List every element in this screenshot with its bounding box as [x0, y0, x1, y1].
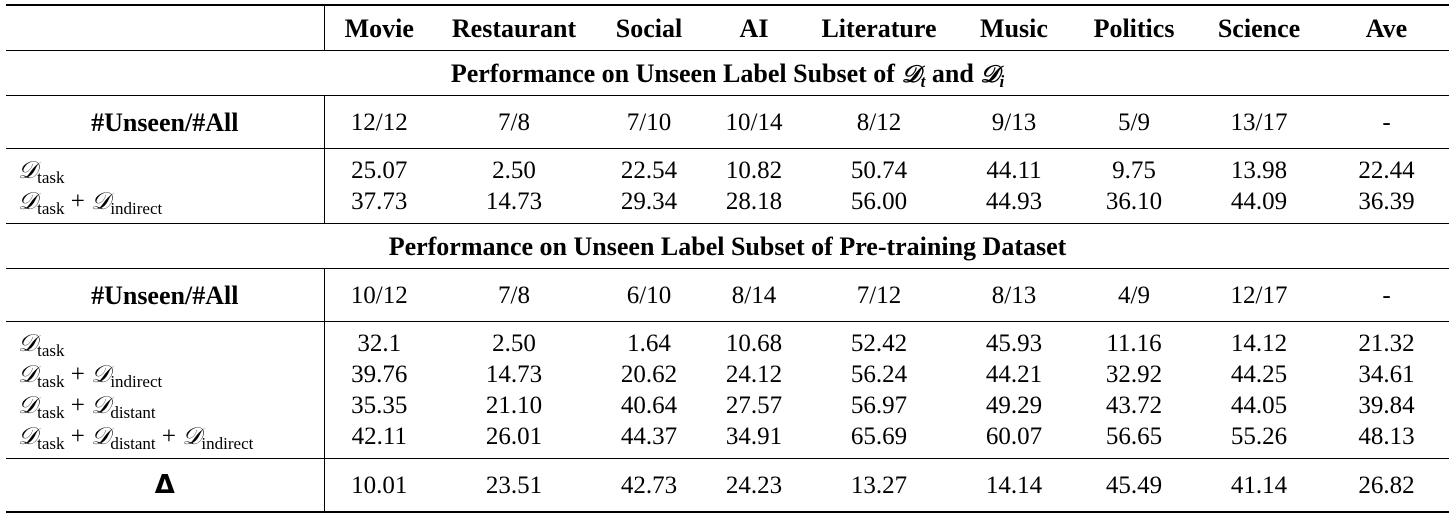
unseen-value: 12/12 [324, 96, 434, 149]
data-cell: 21.10 [485, 392, 543, 419]
data-cell: 56.24 [850, 361, 908, 388]
data-cell: 28.18 [725, 188, 783, 215]
data-cell: 44.25 [1230, 361, 1288, 388]
unseen-row [6, 96, 1449, 149]
unseen-value: 4/9 [1074, 269, 1194, 322]
data-cell: 50.74 [804, 149, 954, 187]
unseen-value: 5/9 [1074, 96, 1194, 149]
data-cell: 27.57 [725, 392, 783, 419]
title-dataset-symbol: 𝒟 [980, 58, 1000, 88]
dataset-symbol: 𝒟 [18, 329, 38, 357]
plus-sign: + [64, 392, 92, 419]
dataset-subscript: task [37, 372, 65, 391]
plus-sign: + [155, 423, 183, 450]
dataset-subscript: task [37, 341, 65, 360]
data-cell: 36.39 [1358, 188, 1415, 215]
data-cell: 43.72 [1105, 392, 1163, 419]
data-cell: 25.07 [324, 149, 434, 187]
row-label [6, 421, 324, 459]
dataset-subscript: task [37, 199, 65, 218]
unseen-row [6, 269, 1449, 322]
data-cell: 9.75 [1074, 149, 1194, 187]
unseen-label: #Unseen/#All [6, 269, 324, 322]
dataset-subscript: task [37, 434, 65, 453]
data-cell: 44.37 [620, 423, 678, 450]
data-cell: 2.50 [434, 149, 594, 187]
data-cell: 22.44 [1324, 149, 1449, 187]
column-header-row [6, 5, 1449, 51]
data-cell: 26.01 [485, 423, 543, 450]
delta-value: 24.23 [704, 459, 804, 513]
title-dataset-symbol: 𝒟 [901, 58, 921, 88]
column-header: Social [594, 5, 704, 51]
data-cell: 39.76 [351, 361, 408, 388]
plus-sign: + [64, 361, 92, 388]
row-label [6, 390, 324, 421]
data-cell: 44.93 [985, 188, 1043, 215]
data-cell: 42.11 [351, 423, 407, 450]
title-text: Performance on Unseen Label Subset of [450, 58, 902, 88]
delta-value: 13.27 [804, 459, 954, 513]
unseen-value: - [1324, 269, 1449, 322]
section-title-row [6, 224, 1449, 269]
data-cell: 2.50 [434, 322, 594, 360]
data-cell: 60.07 [985, 423, 1043, 450]
data-cell: 52.42 [804, 322, 954, 360]
unseen-value: 12/17 [1194, 269, 1324, 322]
delta-value: 23.51 [434, 459, 594, 513]
data-cell: 1.64 [594, 322, 704, 360]
delta-label: Δ [6, 459, 324, 513]
data-cell: 21.32 [1324, 322, 1449, 360]
data-cell: 34.91 [725, 423, 783, 450]
column-header: Literature [804, 5, 954, 51]
data-cell: 32.1 [324, 322, 434, 360]
data-cell: 45.93 [954, 322, 1074, 360]
dataset-symbol: 𝒟 [91, 422, 111, 450]
delta-row [6, 459, 1449, 513]
data-cell: 11.16 [1074, 322, 1194, 360]
dataset-symbol: 𝒟 [18, 360, 38, 388]
data-row [6, 421, 1449, 459]
data-cell: 48.13 [1358, 423, 1415, 450]
data-row [6, 390, 1449, 421]
dataset-symbol: 𝒟 [91, 391, 111, 419]
unseen-value: 8/13 [954, 269, 1074, 322]
data-cell: 35.35 [351, 392, 408, 419]
data-cell: 22.54 [594, 149, 704, 187]
dataset-subscript: distant [110, 403, 156, 422]
row-label [6, 359, 324, 390]
data-cell: 10.68 [704, 322, 804, 360]
data-cell: 14.12 [1194, 322, 1324, 360]
unseen-value: 7/10 [594, 96, 704, 149]
dataset-subscript: task [37, 403, 65, 422]
data-cell: 10.82 [704, 149, 804, 187]
data-cell: 29.34 [620, 188, 678, 215]
section-title-row [6, 51, 1449, 96]
title-subscript: i [999, 71, 1005, 91]
data-row [6, 186, 1449, 224]
data-cell: 44.05 [1230, 392, 1288, 419]
data-cell: 44.11 [954, 149, 1074, 187]
column-header: Ave [1324, 5, 1449, 51]
column-header: Music [954, 5, 1074, 51]
delta-value: 14.14 [954, 459, 1074, 513]
data-cell: 32.92 [1105, 361, 1163, 388]
unseen-value: 7/8 [434, 269, 594, 322]
data-cell: 56.00 [850, 188, 908, 215]
data-cell: 65.69 [850, 423, 908, 450]
unseen-value: 8/12 [804, 96, 954, 149]
results-table [6, 4, 1449, 513]
data-cell: 14.73 [485, 188, 543, 215]
data-row [6, 322, 1449, 360]
dataset-subscript: distant [110, 434, 156, 453]
dataset-symbol: 𝒟 [18, 391, 38, 419]
unseen-value: 7/8 [434, 96, 594, 149]
section-title [6, 51, 1449, 96]
column-header: AI [704, 5, 804, 51]
data-cell: 24.12 [725, 361, 783, 388]
row-label [6, 186, 324, 224]
unseen-value: 9/13 [954, 96, 1074, 149]
delta-value: 45.49 [1074, 459, 1194, 513]
unseen-value: 8/14 [704, 269, 804, 322]
data-row [6, 149, 1449, 187]
unseen-value: 10/12 [324, 269, 434, 322]
unseen-value: - [1324, 96, 1449, 149]
plus-sign: + [64, 423, 92, 450]
dataset-symbol: 𝒟 [18, 187, 38, 215]
dataset-subscript: indirect [110, 372, 163, 391]
unseen-value: 13/17 [1194, 96, 1324, 149]
column-header: Restaurant [434, 5, 594, 51]
data-cell: 40.64 [620, 392, 678, 419]
dataset-subscript: indirect [110, 199, 163, 218]
data-cell: 56.97 [850, 392, 908, 419]
data-cell: 34.61 [1358, 361, 1415, 388]
plus-sign: + [64, 188, 92, 215]
unseen-value: 10/14 [704, 96, 804, 149]
data-cell: 55.26 [1230, 423, 1288, 450]
corner-cell [6, 5, 324, 51]
unseen-label: #Unseen/#All [6, 96, 324, 149]
data-cell: 36.10 [1105, 188, 1163, 215]
column-header: Politics [1074, 5, 1194, 51]
delta-value: 10.01 [324, 459, 434, 513]
data-cell: 56.65 [1105, 423, 1163, 450]
data-cell: 20.62 [620, 361, 678, 388]
title-text: and [925, 58, 981, 88]
row-label [6, 149, 324, 187]
dataset-symbol: 𝒟 [91, 187, 111, 215]
dataset-subscript: task [37, 168, 65, 187]
data-cell: 44.09 [1230, 188, 1288, 215]
title-subscript: t [920, 71, 926, 91]
section-title: Performance on Unseen Label Subset of Pre-training Dataset [6, 224, 1449, 269]
delta-value: 42.73 [594, 459, 704, 513]
data-row [6, 359, 1449, 390]
data-cell: 13.98 [1194, 149, 1324, 187]
unseen-value: 6/10 [594, 269, 704, 322]
data-cell: 44.21 [985, 361, 1043, 388]
data-cell: 49.29 [985, 392, 1043, 419]
unseen-value: 7/12 [804, 269, 954, 322]
dataset-subscript: indirect [201, 434, 254, 453]
column-header: Science [1194, 5, 1324, 51]
column-header: Movie [324, 5, 434, 51]
data-cell: 14.73 [485, 361, 543, 388]
dataset-symbol: 𝒟 [18, 156, 38, 184]
row-label [6, 322, 324, 360]
delta-value: 41.14 [1194, 459, 1324, 513]
dataset-symbol: 𝒟 [18, 422, 38, 450]
data-cell: 37.73 [351, 188, 408, 215]
data-cell: 39.84 [1358, 392, 1415, 419]
dataset-symbol: 𝒟 [91, 360, 111, 388]
delta-value: 26.82 [1324, 459, 1449, 513]
dataset-symbol: 𝒟 [182, 422, 202, 450]
